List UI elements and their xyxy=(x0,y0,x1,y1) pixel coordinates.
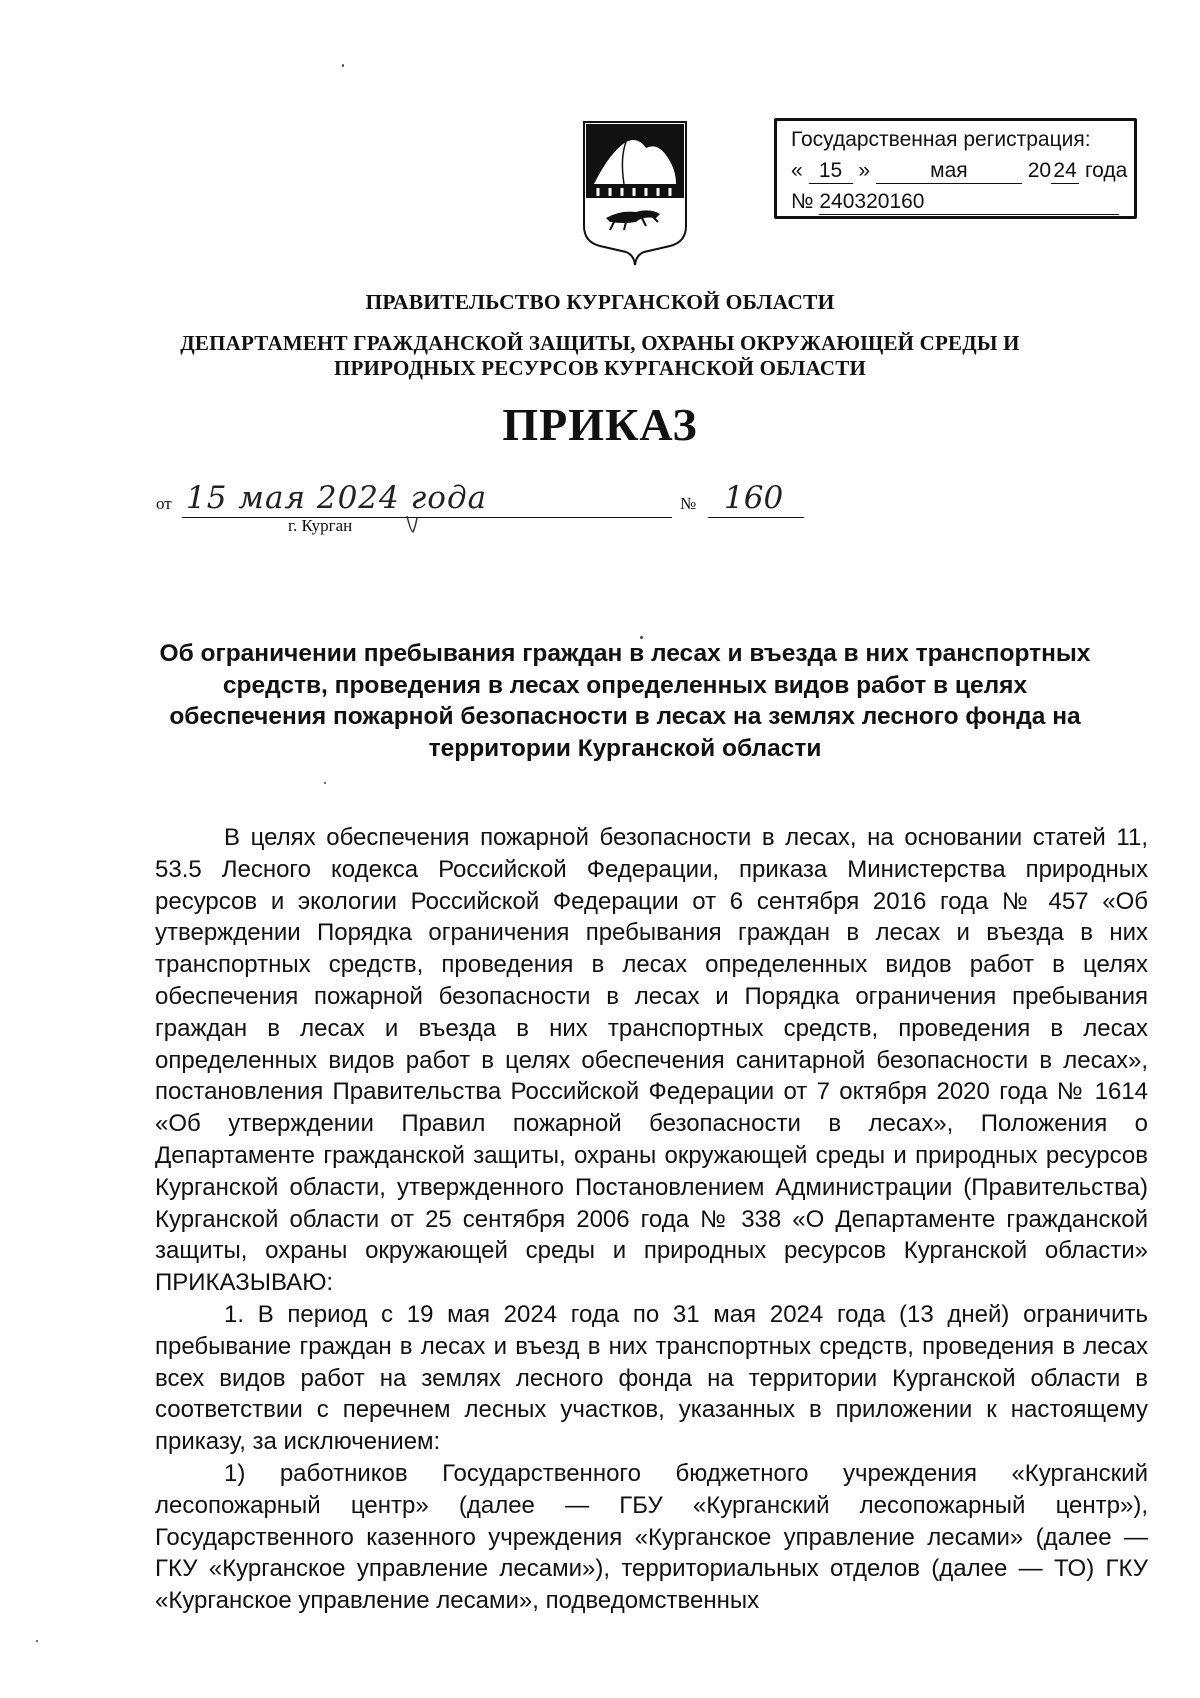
scan-speck xyxy=(342,64,344,67)
registration-year-suffix: 24 xyxy=(1051,159,1079,184)
scan-speck xyxy=(640,636,643,639)
registration-number: 240320160 xyxy=(819,190,1119,215)
department-heading-line2: ПРИРОДНЫХ РЕСУРСОВ КУРГАНСКОЙ ОБЛАСТИ xyxy=(333,356,867,380)
item-1-subitem-1-paragraph: 1) работников Государственного бюджетного учреждения «Курганский лесопожарный центр» (далее — ГБУ «Курганский лесопожарный центр»), Государственного казенного учреждения «Курганское управление лесами» (далее — ГКУ «Курганское управление лесами»), территориальных отделов (далее — ТО) ГКУ «Курганское управление лесами», подведомственных xyxy=(155,1459,1148,1615)
city-label: г. Курган xyxy=(288,516,353,535)
pen-mark-icon xyxy=(405,514,421,536)
preamble-paragraph: В целях обеспечения пожарной безопасности в лесах, на основании статей 11, 53.5 Лесного кодекса Российской Федерации, приказа Министерства природных ресурсов и экологии Российской Федерации от 6 сентября 2016 года № 457 «Об утверждении Порядка ограничения пребывания граждан в лесах и въезда в них транспортных средств, проведения в лесах определенных видов работ в целях обеспечения пожарной безопасности в лесах и Порядка ограничения пребывания граждан в лесах и въезда в них транспортных средств, проведения в лесах определенных видов работ в целях обеспечения санитарной безопасности в лесах», постановления Правительства Российской Федерации от 7 октября 2020 года № 1614 «Об утверждении Правил пожарной безопасности в лесах», Положения о Департаменте гражданской защиты, охраны окружающей среды и природных ресурсов Курганской области, утвержденного Постановлением Администрации (Правительства) Курганской области от 25 сентября 2006 года № 338 «О Департаменте гражданской защиты, охраны окружающей среды и природных ресурсов Курганской области» ПРИКАЗЫВАЮ: xyxy=(155,824,1148,1297)
from-label: от xyxy=(156,494,172,513)
registration-date xyxy=(791,155,1128,186)
title-line-1: Об ограничении пребывания граждан в лесах и въезда в них транспортных xyxy=(159,640,1091,667)
coat-of-arms-emblem xyxy=(580,118,690,266)
document-type-heading: ПРИКАЗ xyxy=(502,399,698,450)
registration-date-open: « xyxy=(791,159,803,182)
registration-stamp xyxy=(774,118,1137,219)
title-line-4: территории Курганской области xyxy=(428,734,822,762)
registration-number-label: № xyxy=(791,190,814,213)
item-1-paragraph: 1. В период с 19 мая 2024 года по 31 мая 2024 года (13 дней) ограничить пребывание граждан в лесах и въезд в них транспортных средств, проведения в лесах всех видов работ на землях лесного фонда на территории Курганской области в соответствии с перечнем лесных участков, указанных в приложении к настоящему приказу, за исключением: xyxy=(155,1300,1148,1456)
scan-speck xyxy=(36,1640,38,1642)
registration-number-row xyxy=(791,186,1122,217)
scan-speck xyxy=(324,782,326,784)
government-heading: ПРАВИТЕЛЬСТВО КУРГАНСКОЙ ОБЛАСТИ xyxy=(365,290,835,314)
title-line-3: обеспечения пожарной безопасности в лесах на землях лесного фонда на xyxy=(169,703,1081,730)
registration-year-word: года xyxy=(1084,159,1128,182)
date-underline xyxy=(182,517,672,518)
registration-month: мая xyxy=(876,159,1022,184)
document-body xyxy=(155,822,1148,1617)
handwritten-number: 160 xyxy=(724,480,784,516)
handwritten-date: 15 мая 2024 года xyxy=(186,480,488,516)
number-label: № xyxy=(680,494,697,513)
registration-day: 15 xyxy=(809,159,853,184)
department-heading-line1: ДЕПАРТАМЕНТ ГРАЖДАНСКОЙ ЗАЩИТЫ, ОХРАНЫ ОКРУЖАЮЩЕЙ СРЕДЫ И xyxy=(180,331,1020,355)
registration-year-prefix: 20 xyxy=(1027,159,1052,182)
registration-title: Государственная регистрация: xyxy=(791,128,1091,151)
document-title xyxy=(150,638,1100,764)
registration-date-close: » xyxy=(858,159,871,182)
title-line-2: средств, проведения в лесах определенных видов работ в целях xyxy=(222,671,1028,699)
number-underline xyxy=(708,517,804,518)
